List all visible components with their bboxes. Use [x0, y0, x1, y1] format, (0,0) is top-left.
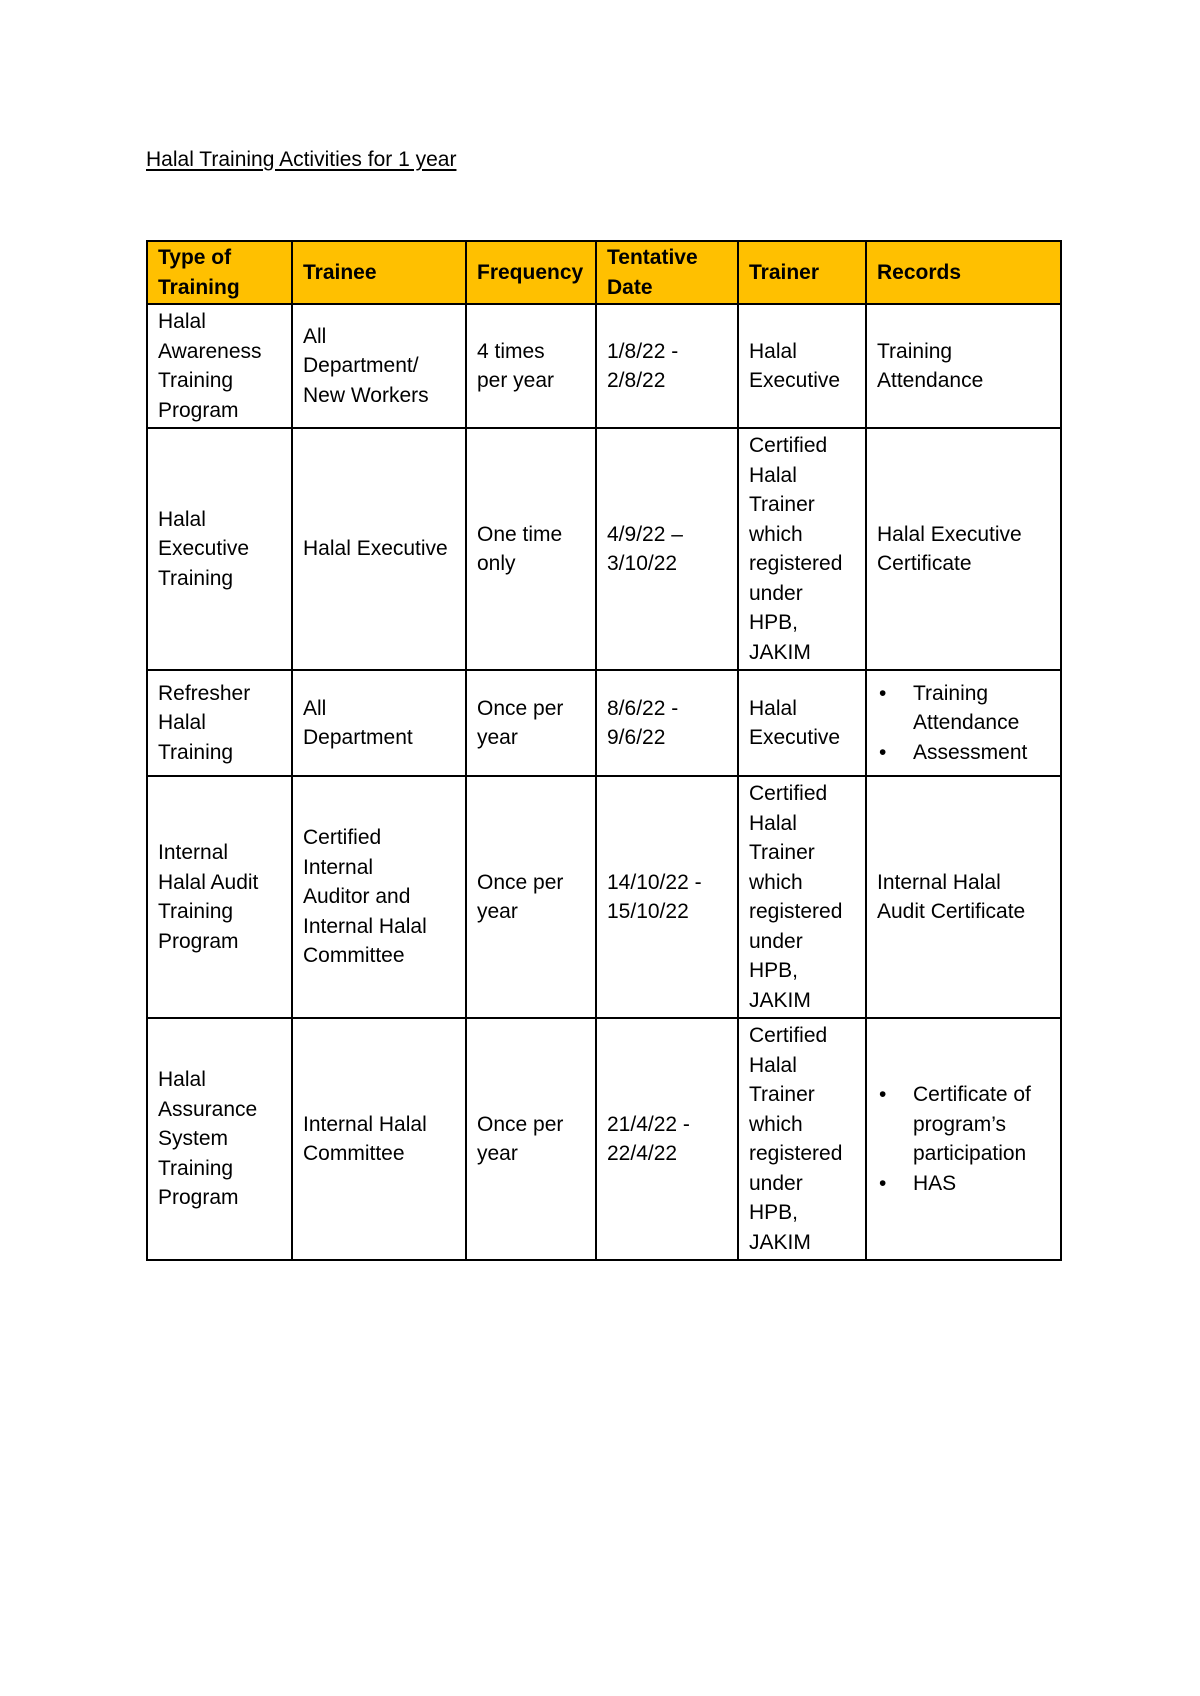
cell-trainee: Halal Executive	[292, 428, 466, 670]
cell-trainer: Certified Halal Trainer which registered under HPB, JAKIM	[738, 428, 866, 670]
cell-records	[866, 670, 1061, 776]
table-header-row	[147, 241, 1061, 304]
table-row	[147, 776, 1061, 1018]
cell-type: Refresher Halal Training	[147, 670, 292, 776]
records-list	[877, 1080, 1052, 1198]
records-list-item: • Assessment	[913, 738, 1052, 768]
cell-trainer: Certified Halal Trainer which registered under HPB, JAKIM	[738, 776, 866, 1018]
cell-date: 4/9/22 – 3/10/22	[596, 428, 738, 670]
records-list-item: • HAS	[913, 1169, 1052, 1199]
header-type-of-training: Type of Training	[147, 241, 292, 304]
cell-date: 14/10/22 - 15/10/22	[596, 776, 738, 1018]
cell-trainer: Certified Halal Trainer which registered under HPB, JAKIM	[738, 1018, 866, 1260]
cell-records	[866, 1018, 1061, 1260]
cell-trainee: All Department/ New Workers	[292, 304, 466, 428]
records-list-item: • Training Attendance	[913, 679, 1052, 738]
table-row	[147, 428, 1061, 670]
cell-frequency: Once per year	[466, 670, 596, 776]
cell-frequency: One time only	[466, 428, 596, 670]
table-row	[147, 304, 1061, 428]
table-row	[147, 670, 1061, 776]
cell-records: Training Attendance	[866, 304, 1061, 428]
cell-date: 1/8/22 - 2/8/22	[596, 304, 738, 428]
records-list-item: • Certificate of program’s participation	[913, 1080, 1052, 1169]
cell-trainer: Halal Executive	[738, 304, 866, 428]
header-trainee: Trainee	[292, 241, 466, 304]
cell-trainee: Certified Internal Auditor and Internal Halal Committee	[292, 776, 466, 1018]
cell-trainee: All Department	[292, 670, 466, 776]
cell-type: Internal Halal Audit Training Program	[147, 776, 292, 1018]
cell-trainer: Halal Executive	[738, 670, 866, 776]
cell-type: Halal Assurance System Training Program	[147, 1018, 292, 1260]
cell-date: 8/6/22 - 9/6/22	[596, 670, 738, 776]
header-records: Records	[866, 241, 1061, 304]
cell-type: Halal Executive Training	[147, 428, 292, 670]
header-trainer: Trainer	[738, 241, 866, 304]
document-title: Halal Training Activities for 1 year	[146, 148, 457, 171]
header-frequency: Frequency	[466, 241, 596, 304]
header-tentative-date: Tentative Date	[596, 241, 738, 304]
records-list	[877, 679, 1052, 768]
cell-trainee: Internal Halal Committee	[292, 1018, 466, 1260]
cell-records: Internal Halal Audit Certificate	[866, 776, 1061, 1018]
table-row	[147, 1018, 1061, 1260]
cell-frequency: Once per year	[466, 776, 596, 1018]
training-schedule-table	[146, 240, 1062, 1261]
cell-frequency: 4 times per year	[466, 304, 596, 428]
cell-frequency: Once per year	[466, 1018, 596, 1260]
cell-type: Halal Awareness Training Program	[147, 304, 292, 428]
cell-records: Halal Executive Certificate	[866, 428, 1061, 670]
cell-date: 21/4/22 - 22/4/22	[596, 1018, 738, 1260]
